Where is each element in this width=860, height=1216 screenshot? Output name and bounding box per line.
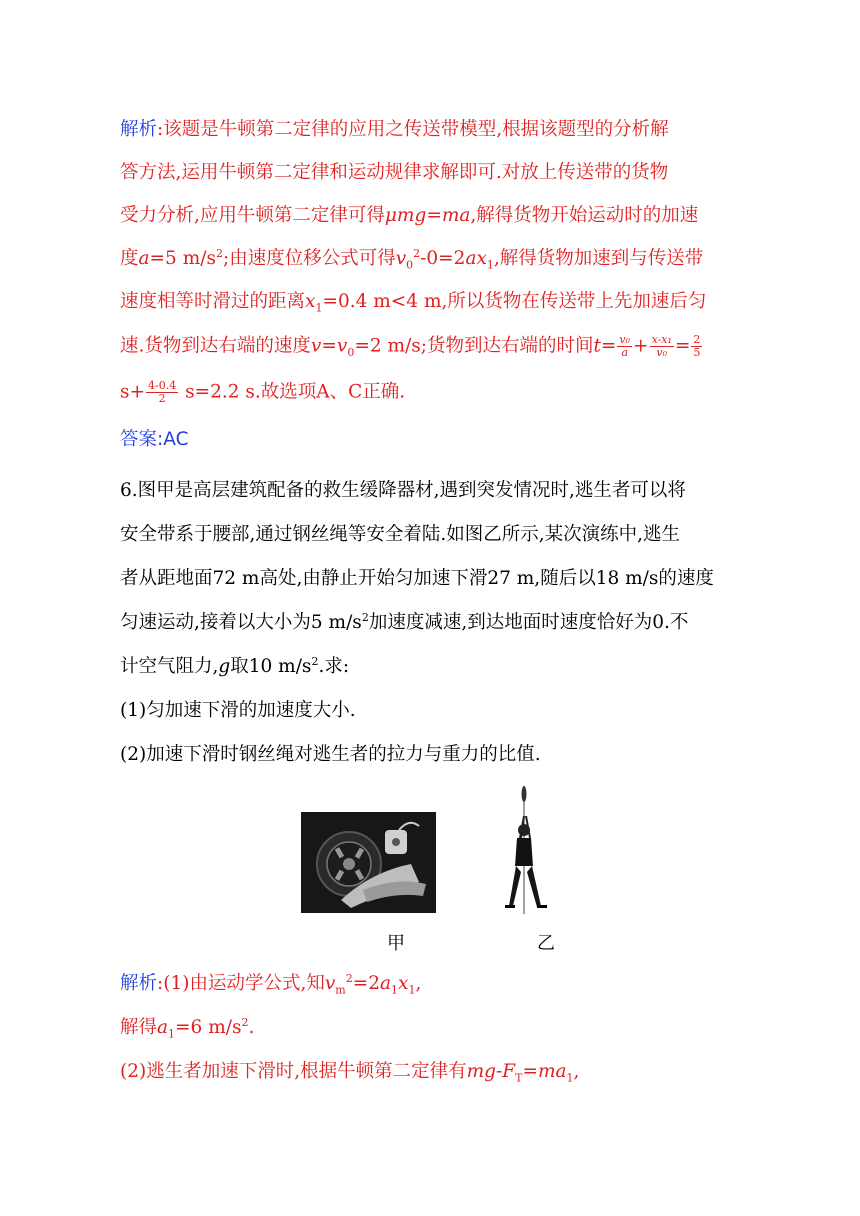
descent-device-photo bbox=[301, 812, 436, 913]
answer-line bbox=[120, 430, 189, 450]
fraction-x-minus-x1-over-v0: $\frac{\text{x-x₁}}{\text{v₀}}$ bbox=[651, 333, 672, 359]
person-descending-photo bbox=[497, 786, 557, 914]
analysis2-label: 解析 bbox=[120, 973, 158, 994]
fraction-3.6-over-2: $\frac{4-0.4}{2}$ bbox=[148, 379, 177, 405]
analysis1-line6: 速.货物到达右端的速度$v=v_0=2$ m/s;货物到达右端的时间t= $\frac{\text{v₀}}{a}$ + $\frac{\text{x-x₁}}{\text{v₀}}$ = $\frac{2}{5}$ bbox=[120, 333, 701, 360]
question-line3: 者从距地面72 m高处,由静止开始匀加速下滑27 m,随后以18 m/s的速度 bbox=[120, 568, 714, 589]
figure-caption-yi: 乙 bbox=[537, 933, 555, 954]
analysis2-line3: (2)逃生者加速下滑时,根据牛顿第二定律有$mg-F_T=ma_1$, bbox=[120, 1061, 580, 1085]
analysis1-line7: s+ $\frac{4-0.4}{2}$ s=2.2 s.故选项A、C正确. bbox=[120, 379, 406, 405]
analysis-label: 解析 bbox=[120, 119, 158, 140]
question-part1: (1)匀加速下滑的加速度大小. bbox=[120, 700, 356, 721]
person-descending-drawing bbox=[497, 786, 557, 914]
question-line4: 匀速运动,接着以大小为5 $m/s^2$加速度减速,到达地面时速度恰好为0.不 bbox=[120, 610, 689, 633]
analysis2-line2: 解得$a_1=6$ $m/s^2$. bbox=[120, 1015, 255, 1041]
analysis1-line5: 速度相等时滑过的距离$x_1=0.4$ m<4 m,所以货物在传送带上先加速后匀 bbox=[120, 291, 707, 315]
fraction-v0-over-a: $\frac{\text{v₀}}{a}$ bbox=[619, 333, 631, 359]
descent-device-drawing bbox=[301, 812, 436, 913]
fraction-2-over-5: $\frac{2}{5}$ bbox=[693, 333, 701, 359]
analysis2-line1: 解析:(1)由运动学公式,知$v_m^2=2a_1x_1$, bbox=[120, 971, 422, 997]
analysis1-line3: 受力分析,应用牛顿第二定律可得μmg=ma,解得货物开始运动时的加速 bbox=[120, 205, 699, 226]
answer-value: :AC bbox=[157, 429, 189, 450]
analysis1-line2: 答方法,运用牛顿第二定律和运动规律求解即可.对放上传送带的货物 bbox=[120, 162, 669, 183]
question-part2: (2)加速下滑时钢丝绳对逃生者的拉力与重力的比值. bbox=[120, 744, 541, 765]
analysis1-line1: 解析:该题是牛顿第二定律的应用之传送带模型,根据该题型的分析解 bbox=[120, 119, 669, 140]
question-line1: 6.图甲是高层建筑配备的救生缓降器材,遇到突发情况时,逃生者可以将 bbox=[120, 480, 686, 501]
question-line5: 计空气阻力,g取10 $m/s^2$.求: bbox=[120, 654, 350, 677]
answer-label: 答案 bbox=[120, 429, 158, 450]
analysis1-line4: 度a=5 $m/s^2$;由速度位移公式可得$v_0^2-0=2ax_1$,解得货物加速到与传送带 bbox=[120, 246, 704, 272]
figure-caption-jia: 甲 bbox=[387, 933, 405, 954]
question-line2: 安全带系于腰部,通过钢丝绳等安全着陆.如图乙所示,某次演练中,逃生 bbox=[120, 524, 681, 545]
